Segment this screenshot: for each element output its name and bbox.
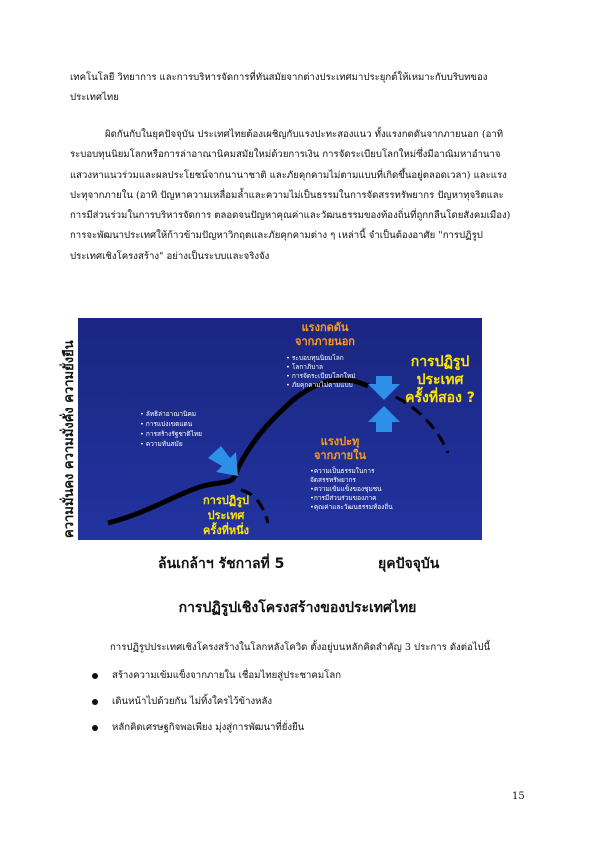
bullet-icon [92, 673, 98, 679]
list-item-text: หลักคิดเศรษฐกิจพอเพียง มุ่งสู่การพัฒนาที่ยั่งยืน [112, 722, 305, 733]
list-item-text: สร้างความเข้มแข็งจากภายใน เชื่อมไทยสู่ประชาคมโลก [112, 670, 342, 681]
colonial-factor: • การแบ่งเขตแดน [140, 420, 193, 428]
internal-title: จากภายใน [313, 449, 367, 462]
reform-diagram [78, 318, 482, 540]
principles-list [92, 669, 341, 747]
paragraph-line: ประเทศไทย [70, 92, 119, 104]
paragraph-line: เทคโนโลยี วิทยาการ และการบริหารจัดการที่ทันสมัยจากต่างประเทศมาประยุกต์ให้เหมาะกับบริบทของ [70, 72, 488, 83]
x-axis-label-left: ล้นเกล้าฯ รัชกาลที่ 5 [158, 556, 285, 572]
reform-2-line: ประเทศ [416, 372, 464, 388]
paragraph-line: ผิดกันกับในยุคปัจจุบัน ประเทศไทยต้องเผชิญกับแรงปะทะสองแนว ทั้งแรงกดดันจากภายนอก (อาทิ [105, 129, 504, 140]
internal-item: จัดสรรทรัพยากร [310, 476, 356, 484]
reform-2-line: ครั้งที่สอง ? [405, 390, 475, 406]
page-number: 15 [512, 791, 525, 802]
external-item: • การจัดระเบียบโลกใหม่ [286, 372, 356, 380]
y-axis-label: ความมั่นคง ความมั่งคั่ง ความยั่งยืน [62, 340, 77, 538]
internal-item: •การมีส่วนร่วมของภาค [310, 494, 377, 502]
external-item: • ภัยคุกคามไม่ตามแบบ [286, 381, 353, 389]
internal-item: •ความเข้มแข็งของชุมชน [310, 485, 382, 493]
colonial-factor: • การสร้างรัฐชาติไทย [140, 430, 202, 438]
external-title: แรงกดดัน [301, 321, 349, 334]
bullet-icon [92, 699, 98, 705]
reform-1-label [203, 494, 249, 537]
reform-1-line: ครั้งที่หนึ่ง [202, 524, 250, 537]
list-item [92, 695, 341, 721]
reform-2-line: การปฏิรูป [410, 354, 470, 370]
paragraph-line: ปะทุจากภายใน (อาทิ ปัญหาความเหลื่อมล้ำและความไม่เป็นธรรมในการจัดสรรทรัพยากร ปัญหาทุจริตและ [70, 189, 504, 201]
reform-1-line: การปฏิรูป [202, 494, 250, 507]
paragraph-line: การมีส่วนร่วมในการบริหารจัดการ ตลอดจนปัญหาคุณค่าและวัฒนธรรมของท้องถิ่นที่ถูกกลืนโดยสังคมเมือง) [70, 210, 511, 222]
list-item [92, 669, 341, 695]
external-item: • ระบอบทุนนิยมโลก [286, 354, 344, 362]
external-item: • โลกาภิบาล [286, 363, 324, 371]
colonial-factor: • ลัทธิล่าอาณานิคม [140, 410, 197, 418]
x-axis-label-right: ยุคปัจจุบัน [378, 556, 440, 572]
internal-item: •คุณค่าและวัฒนธรรมท้องถิ่น [310, 503, 393, 511]
list-item [92, 721, 341, 747]
list-item-text: เดินหน้าไปด้วยกัน ไม่ทิ้งใครไว้ข้างหลัง [112, 696, 273, 707]
external-title: จากภายนอก [295, 335, 355, 348]
paragraph-2 [70, 125, 525, 267]
figure-caption: การปฏิรูปเชิงโครงสร้างของประเทศไทย [178, 600, 417, 616]
diagram-panel [78, 318, 482, 540]
bullet-icon [92, 725, 98, 731]
intro-text: การปฏิรูปประเทศเชิงโครงสร้างในโลกหลังโควิด ตั้งอยู่บนหลักคิดสำคัญ 3 ประการ ดังต่อไปนี้ [110, 642, 491, 653]
colonial-factor: • ความทันสมัย [140, 440, 183, 448]
reform-1-line: ประเทศ [207, 509, 245, 522]
paragraph-line: ระบอบทุนนิยมโลกหรือการล่าอาณานิคมสมัยใหม่ด้วยการเงิน การจัดระเบียบโลกใหม่ซึ่งมีอาณิมหาอำนาจ [70, 149, 501, 161]
paragraph-line: ประเทศเชิงโครงสร้าง" อย่างเป็นระบบและจริงจัง [70, 250, 270, 262]
paragraph-1 [70, 68, 525, 109]
paragraph-line: การจะพัฒนาประเทศให้ก้าวข้ามปัญหาวิกฤตและภัยคุกคามต่าง ๆ เหล่านี้ จำเป็นต้องอาศัย "การปฏิรูป [70, 230, 483, 242]
internal-title: แรงปะทุ [320, 435, 360, 448]
internal-item: •ความเป็นธรรมในการ [310, 467, 375, 475]
paragraph-line: แสวงหาแนวร่วมและผลประโยชน์จากนานาชาติ และภัยคุกคามไม่ตามแบบที่เกิดขึ้นอยู่ตลอดเวลา) และแรง [70, 169, 507, 181]
